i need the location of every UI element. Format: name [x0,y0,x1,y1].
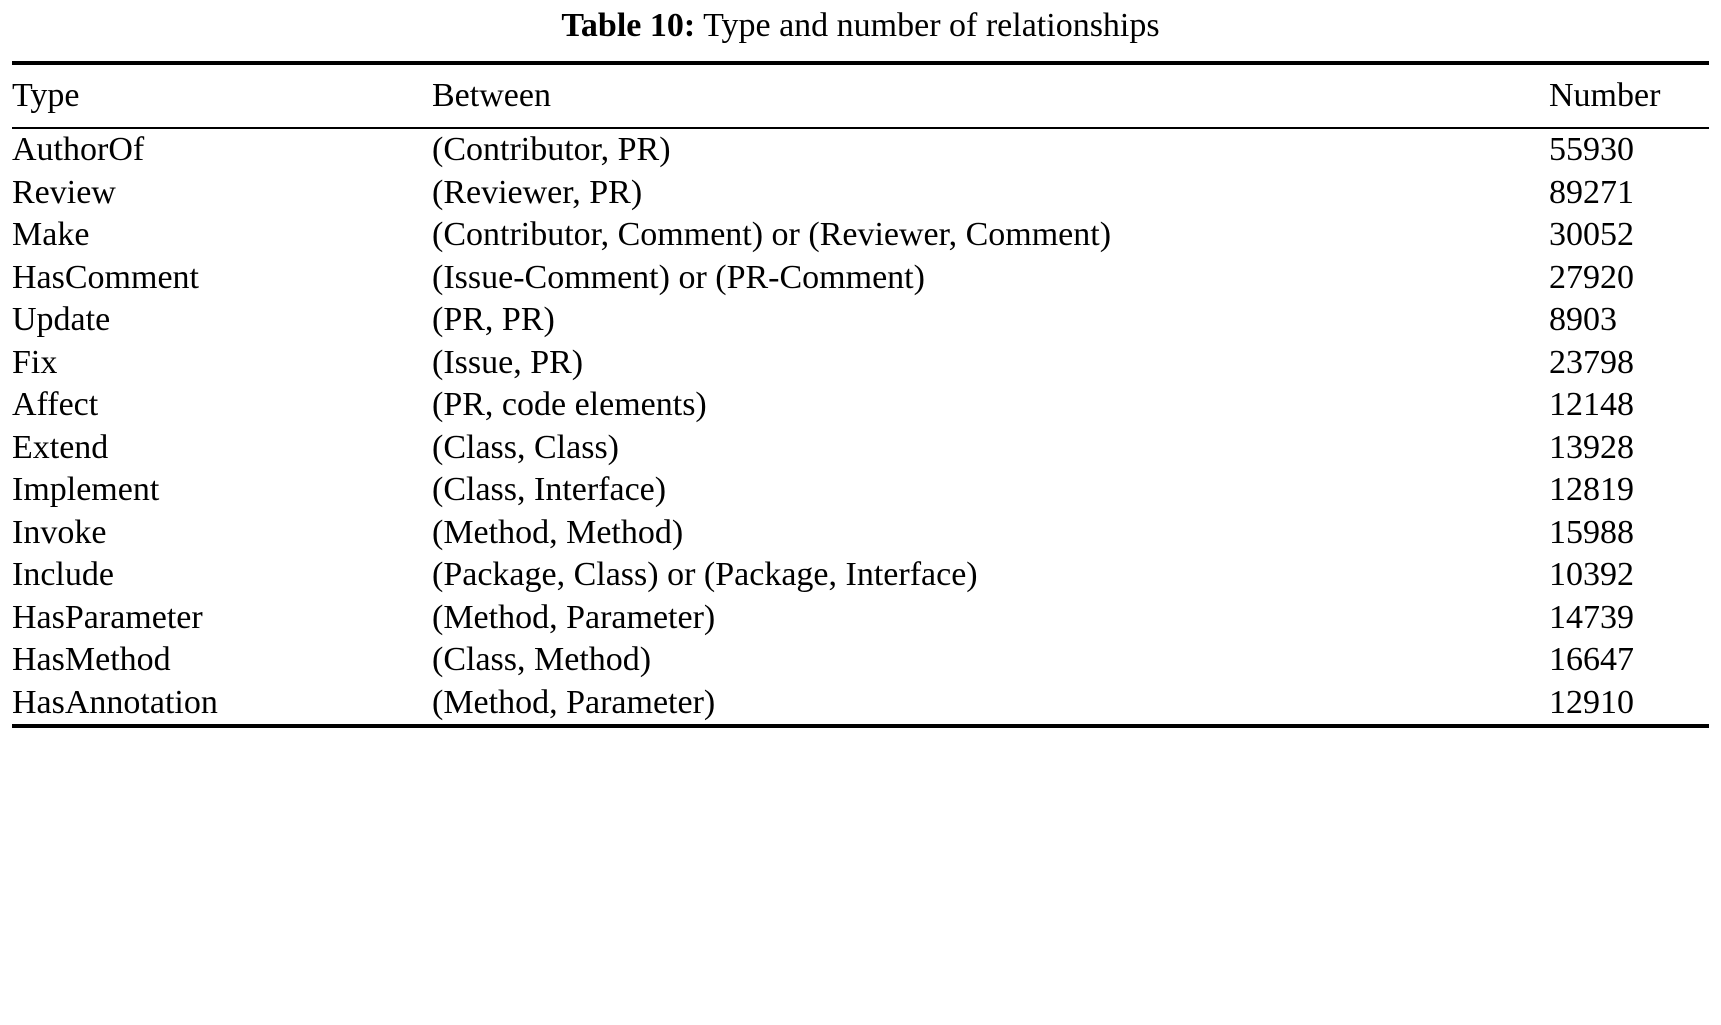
cell-between: (Issue, PR) [432,343,584,381]
cell-between: (Contributor, Comment) or (Reviewer, Comment) [432,216,1112,254]
table-caption-label: Table 10: [561,7,696,44]
table-row [12,214,1709,257]
cell-type: Affect [12,386,99,424]
cell-between: (Issue-Comment) or (PR-Comment) [432,258,925,296]
table-row [12,172,1709,215]
cell-number: 8903 [1549,301,1617,339]
table-row [12,639,1709,682]
cell-between: (Method, Parameter) [432,598,716,636]
cell-type: Invoke [12,513,107,551]
cell-type: Fix [12,343,58,381]
table-row [12,384,1709,427]
cell-type: Include [12,556,114,594]
table-header-row [12,63,1709,129]
cell-type: HasComment [12,258,199,296]
cell-type: AuthorOf [12,131,145,169]
cell-type: Review [12,173,116,211]
cell-between: (Package, Class) or (Package, Interface) [432,556,978,594]
cell-type: Extend [12,428,109,466]
table-bottom-rule [12,726,1709,728]
table-row [12,257,1709,300]
cell-number: 27920 [1549,258,1634,296]
cell-number: 12819 [1549,471,1634,509]
cell-number: 10392 [1549,556,1634,594]
cell-between: (Method, Parameter) [432,683,716,721]
cell-between: (PR, PR) [432,301,555,339]
table-caption-text: Type and number of relationships [703,7,1160,44]
cell-type: Implement [12,471,160,509]
cell-number: 13928 [1549,428,1634,466]
cell-number: 55930 [1549,131,1634,169]
column-header-number: Number [1549,76,1661,114]
cell-type: HasMethod [12,641,171,679]
column-header-type: Type [12,76,80,114]
table-row [12,682,1709,727]
relationships-table [12,61,1709,729]
cell-type: HasAnnotation [12,683,218,721]
cell-number: 30052 [1549,216,1634,254]
cell-number: 12148 [1549,386,1634,424]
table-row [12,597,1709,640]
cell-type: Update [12,301,111,339]
table-row [12,427,1709,470]
table-row [12,128,1709,172]
table-body [12,128,1709,728]
cell-number: 23798 [1549,343,1634,381]
table-row [12,342,1709,385]
table-row [12,554,1709,597]
table-row [12,299,1709,342]
table-caption [12,0,1709,61]
cell-type: HasParameter [12,598,203,636]
cell-number: 89271 [1549,173,1634,211]
cell-between: (Class, Class) [432,428,619,466]
cell-between: (Contributor, PR) [432,131,671,169]
table-row [12,512,1709,555]
cell-number: 16647 [1549,641,1634,679]
cell-number: 15988 [1549,513,1634,551]
column-header-between: Between [432,76,551,114]
cell-between: (Class, Method) [432,641,652,679]
cell-number: 12910 [1549,683,1634,721]
cell-number: 14739 [1549,598,1634,636]
cell-between: (Method, Method) [432,513,684,551]
cell-type: Make [12,216,90,254]
table-header [12,63,1709,129]
cell-between: (PR, code elements) [432,386,707,424]
cell-between: (Reviewer, PR) [432,173,643,211]
table-row [12,469,1709,512]
cell-between: (Class, Interface) [432,471,667,509]
